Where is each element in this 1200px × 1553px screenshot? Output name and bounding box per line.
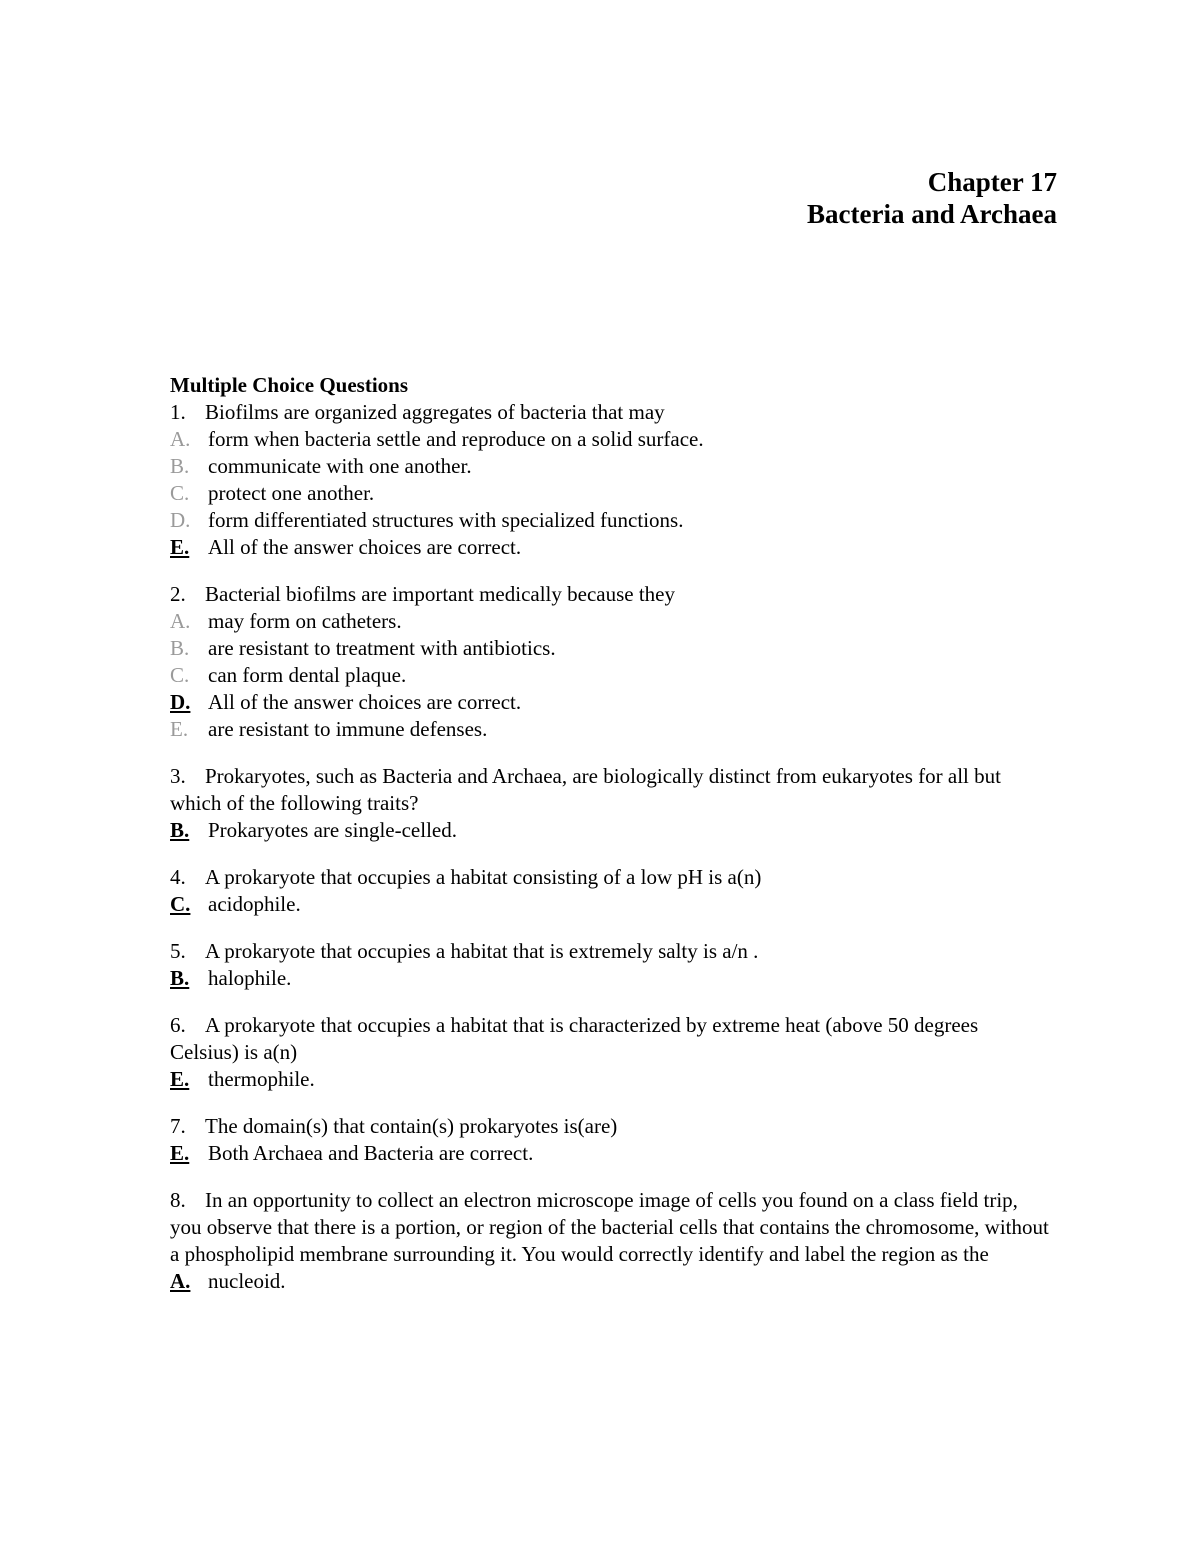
question-number: 2. bbox=[170, 582, 186, 606]
choice-letter: A. bbox=[170, 1269, 191, 1293]
choice-text: All of the answer choices are correct. bbox=[208, 535, 522, 559]
choice-text: form when bacteria settle and reproduce on a solid surface. bbox=[208, 427, 704, 451]
choice-letter: D. bbox=[170, 508, 191, 532]
answer-choice bbox=[170, 507, 1050, 534]
content bbox=[170, 372, 1050, 1315]
choice-text: Prokaryotes are single-celled. bbox=[208, 818, 457, 842]
choice-text: can form dental plaque. bbox=[208, 663, 407, 687]
choice-text: All of the answer choices are correct. bbox=[208, 690, 522, 714]
choice-letter: B. bbox=[170, 454, 190, 478]
choice-letter: A. bbox=[170, 427, 191, 451]
question-2 bbox=[170, 581, 1050, 743]
answer-choice bbox=[170, 716, 1050, 743]
choice-text: Both Archaea and Bacteria are correct. bbox=[208, 1141, 534, 1165]
answer-choice bbox=[170, 662, 1050, 689]
choice-letter: C. bbox=[170, 481, 190, 505]
answer-choice bbox=[170, 635, 1050, 662]
question-stem bbox=[170, 763, 1050, 817]
question-number: 6. bbox=[170, 1013, 186, 1037]
choice-letter: B. bbox=[170, 636, 190, 660]
correct-answer-choice bbox=[170, 534, 1050, 561]
question-text: Bacterial biofilms are important medically because they bbox=[205, 582, 675, 606]
title-block bbox=[807, 166, 1057, 230]
question-text: Biofilms are organized aggregates of bacteria that may bbox=[205, 400, 665, 424]
correct-answer-choice bbox=[170, 1268, 1050, 1295]
question-text: A prokaryote that occupies a habitat that is characterized by extreme heat (above 50 degrees Celsius) is a(n) bbox=[170, 1013, 979, 1064]
answer-choice bbox=[170, 453, 1050, 480]
answer-choice bbox=[170, 426, 1050, 453]
choice-letter: B. bbox=[170, 966, 190, 990]
choice-text: may form on catheters. bbox=[208, 609, 402, 633]
question-number: 4. bbox=[170, 865, 186, 889]
answer-choice bbox=[170, 608, 1050, 635]
choice-letter: A. bbox=[170, 609, 191, 633]
question-8 bbox=[170, 1187, 1050, 1295]
question-1 bbox=[170, 399, 1050, 561]
correct-answer-choice bbox=[170, 689, 1050, 716]
correct-answer-choice bbox=[170, 817, 1050, 844]
correct-answer-choice bbox=[170, 965, 1050, 992]
choice-letter: E. bbox=[170, 1141, 190, 1165]
choice-text: protect one another. bbox=[208, 481, 375, 505]
correct-answer-choice bbox=[170, 891, 1050, 918]
correct-answer-choice bbox=[170, 1140, 1050, 1167]
question-number: 8. bbox=[170, 1188, 186, 1212]
choice-letter: C. bbox=[170, 663, 190, 687]
section-heading: Multiple Choice Questions bbox=[170, 373, 409, 397]
chapter-title: Chapter 17 bbox=[927, 167, 1057, 197]
correct-answer-choice bbox=[170, 1066, 1050, 1093]
question-stem bbox=[170, 864, 1050, 891]
answer-choice bbox=[170, 480, 1050, 507]
choice-text: nucleoid. bbox=[208, 1269, 286, 1293]
question-text: A prokaryote that occupies a habitat consisting of a low pH is a(n) bbox=[205, 865, 762, 889]
question-text: The domain(s) that contain(s) prokaryotes is(are) bbox=[205, 1114, 618, 1138]
question-number: 5. bbox=[170, 939, 186, 963]
choice-text: communicate with one another. bbox=[208, 454, 472, 478]
choice-text: halophile. bbox=[208, 966, 292, 990]
choice-text: are resistant to immune defenses. bbox=[208, 717, 488, 741]
question-stem bbox=[170, 1187, 1050, 1268]
choice-letter: E. bbox=[170, 717, 189, 741]
chapter-subtitle: Bacteria and Archaea bbox=[807, 199, 1057, 229]
question-text: A prokaryote that occupies a habitat that is extremely salty is a/n . bbox=[205, 939, 759, 963]
question-number: 1. bbox=[170, 400, 186, 424]
question-stem bbox=[170, 1012, 1050, 1066]
question-6 bbox=[170, 1012, 1050, 1093]
question-list bbox=[170, 399, 1050, 1295]
choice-letter: E. bbox=[170, 1067, 190, 1091]
question-3 bbox=[170, 763, 1050, 844]
question-stem bbox=[170, 1113, 1050, 1140]
question-5 bbox=[170, 938, 1050, 992]
choice-letter: C. bbox=[170, 892, 191, 916]
choice-letter: D. bbox=[170, 690, 191, 714]
question-4 bbox=[170, 864, 1050, 918]
question-stem bbox=[170, 938, 1050, 965]
question-stem bbox=[170, 399, 1050, 426]
question-text: In an opportunity to collect an electron microscope image of cells you found on a class field trip, you observe that there is a portion, or region of the bacterial cells that contains the chromosome, without a phospholipid membrane surrounding it. You would correctly identify and label the region as the bbox=[170, 1188, 1049, 1266]
choice-letter: E. bbox=[170, 535, 190, 559]
question-stem bbox=[170, 581, 1050, 608]
choice-letter: B. bbox=[170, 818, 190, 842]
choice-text: acidophile. bbox=[208, 892, 301, 916]
choice-text: form differentiated structures with specialized functions. bbox=[208, 508, 684, 532]
question-number: 3. bbox=[170, 764, 186, 788]
question-text: Prokaryotes, such as Bacteria and Archaea, are biologically distinct from eukaryotes for all but which of the following traits? bbox=[170, 764, 1001, 815]
question-number: 7. bbox=[170, 1114, 186, 1138]
choice-text: thermophile. bbox=[208, 1067, 315, 1091]
question-7 bbox=[170, 1113, 1050, 1167]
choice-text: are resistant to treatment with antibiotics. bbox=[208, 636, 556, 660]
